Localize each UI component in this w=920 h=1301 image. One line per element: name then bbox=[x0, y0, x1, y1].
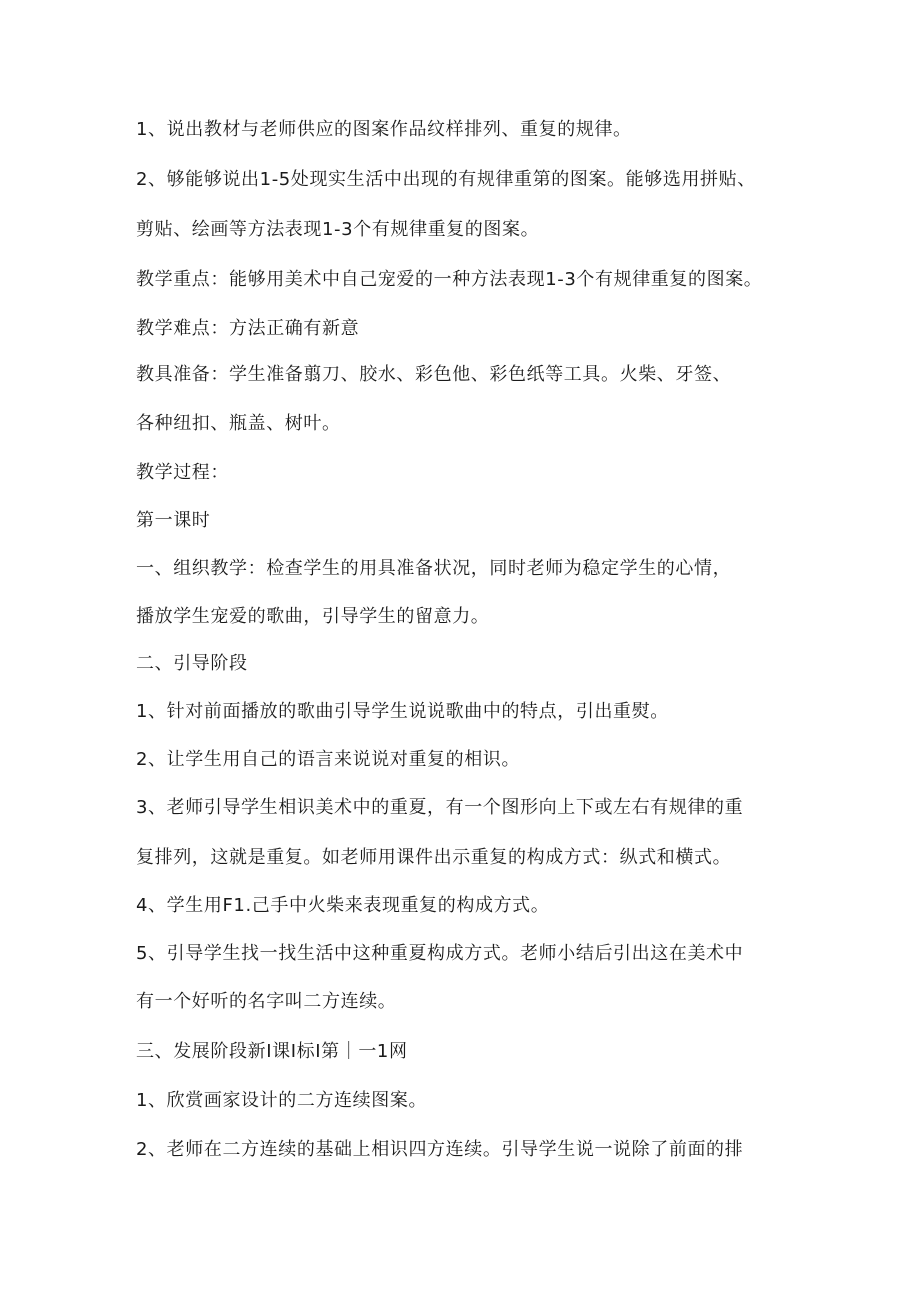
text-line: 教具准备：学生准备翦刀、胶水、彩色他、彩色纸等工具。火柴、牙签、 bbox=[136, 364, 732, 385]
text-line: 二、引导阶段 bbox=[136, 653, 248, 674]
text-line: 教学过程： bbox=[136, 462, 229, 483]
text-line: 教学难点：方法正确有新意 bbox=[136, 318, 360, 339]
text-line: 5、引导学生找一找生活中这种重夏构成方式。老师小结后引出这在美术中 bbox=[136, 943, 744, 964]
text-line: 第一课时 bbox=[136, 510, 211, 531]
text-line: 4、学生用F1.己手中火柴来表现重复的构成方式。 bbox=[136, 895, 550, 916]
text-line: 复排列，这就是重复。如老师用课件出示重复的构成方式：纵式和横式。 bbox=[136, 847, 732, 868]
text-line: 三、发展阶段新I课I标I第｜一1网 bbox=[136, 1041, 408, 1062]
text-line: 一、组织教学：检查学生的用具准备状况，同时老师为稳定学生的心情， bbox=[136, 558, 732, 579]
text-line: 播放学生宠爱的歌曲，引导学生的留意力。 bbox=[136, 606, 490, 627]
text-line: 有一个好听的名字叫二方连续。 bbox=[136, 991, 397, 1012]
text-line: 剪贴、绘画等方法表现1-3个有规律重复的图案。 bbox=[136, 219, 540, 240]
text-line: 3、老师引导学生相识美术中的重夏，有一个图形向上下或左右有规律的重 bbox=[136, 797, 744, 818]
text-line: 2、让学生用自己的语言来说说对重复的相识。 bbox=[136, 749, 521, 770]
text-line: 1、说出教材与老师供应的图案作品纹样排列、重复的规律。 bbox=[136, 119, 632, 140]
text-line: 教学重点：能够用美术中自己宠爱的一种方法表现1-3个有规律重复的图案。 bbox=[136, 269, 763, 290]
text-line: 1、针对前面播放的歌曲引导学生说说歌曲中的特点，引出重熨。 bbox=[136, 701, 669, 722]
text-line: 2、够能够说出1-5处现实生活中出现的有规律重第的图案。能够选用拼贴、 bbox=[136, 169, 756, 190]
text-line: 1、欣赏画家设计的二方连续图案。 bbox=[136, 1090, 428, 1111]
text-line: 各种纽扣、瓶盖、树叶。 bbox=[136, 413, 341, 434]
text-line: 2、老师在二方连续的基础上相识四方连续。引导学生说一说除了前面的排 bbox=[136, 1139, 744, 1160]
